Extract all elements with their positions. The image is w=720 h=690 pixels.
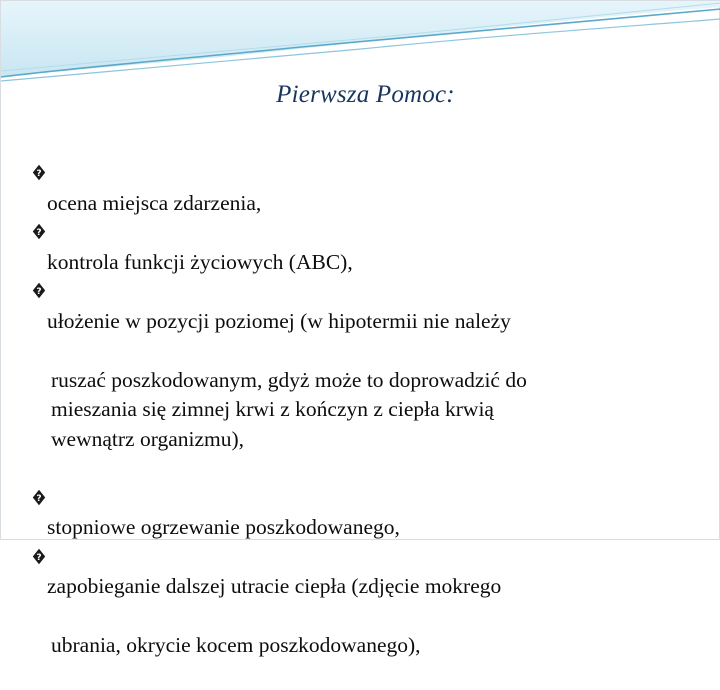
missing-glyph-icon <box>32 282 46 299</box>
list-item-text: ułożenie w pozycji poziomej (w hipotermii nie należy <box>47 307 702 337</box>
slide-title: Pierwsza Pomoc: <box>1 81 720 109</box>
list-item <box>32 277 702 484</box>
missing-glyph-icon <box>32 223 46 240</box>
list-item-continuation: ruszać poszkodowanym, gdyż może to doprowadzić do mieszania się zimnej krwi z kończyn z ciepła krwią wewnątrz organizmu), <box>32 366 702 455</box>
svg-text:?: ? <box>36 287 41 297</box>
list-item <box>32 484 702 543</box>
list-item <box>32 218 702 277</box>
svg-text:?: ? <box>36 553 41 563</box>
list-item-continuation: ubrania, okrycie kocem poszkodowanego), <box>32 631 702 661</box>
missing-glyph-icon <box>32 164 46 181</box>
list-item-text: ocena miejsca zdarzenia, <box>47 191 261 215</box>
list-item <box>32 543 702 690</box>
missing-glyph-icon <box>32 548 46 565</box>
list-item-text: zapobieganie dalszej utracie ciepła (zdjęcie mokrego <box>47 572 702 602</box>
svg-text:?: ? <box>36 169 41 179</box>
list-item-text: kontrola funkcji życiowych (ABC), <box>47 250 353 274</box>
list-item <box>32 159 702 218</box>
bullet-list <box>32 159 702 690</box>
missing-glyph-icon <box>32 489 46 506</box>
list-item-text: stopniowe ogrzewanie poszkodowanego, <box>47 515 400 539</box>
svg-text:?: ? <box>36 228 41 238</box>
svg-text:?: ? <box>36 494 41 504</box>
